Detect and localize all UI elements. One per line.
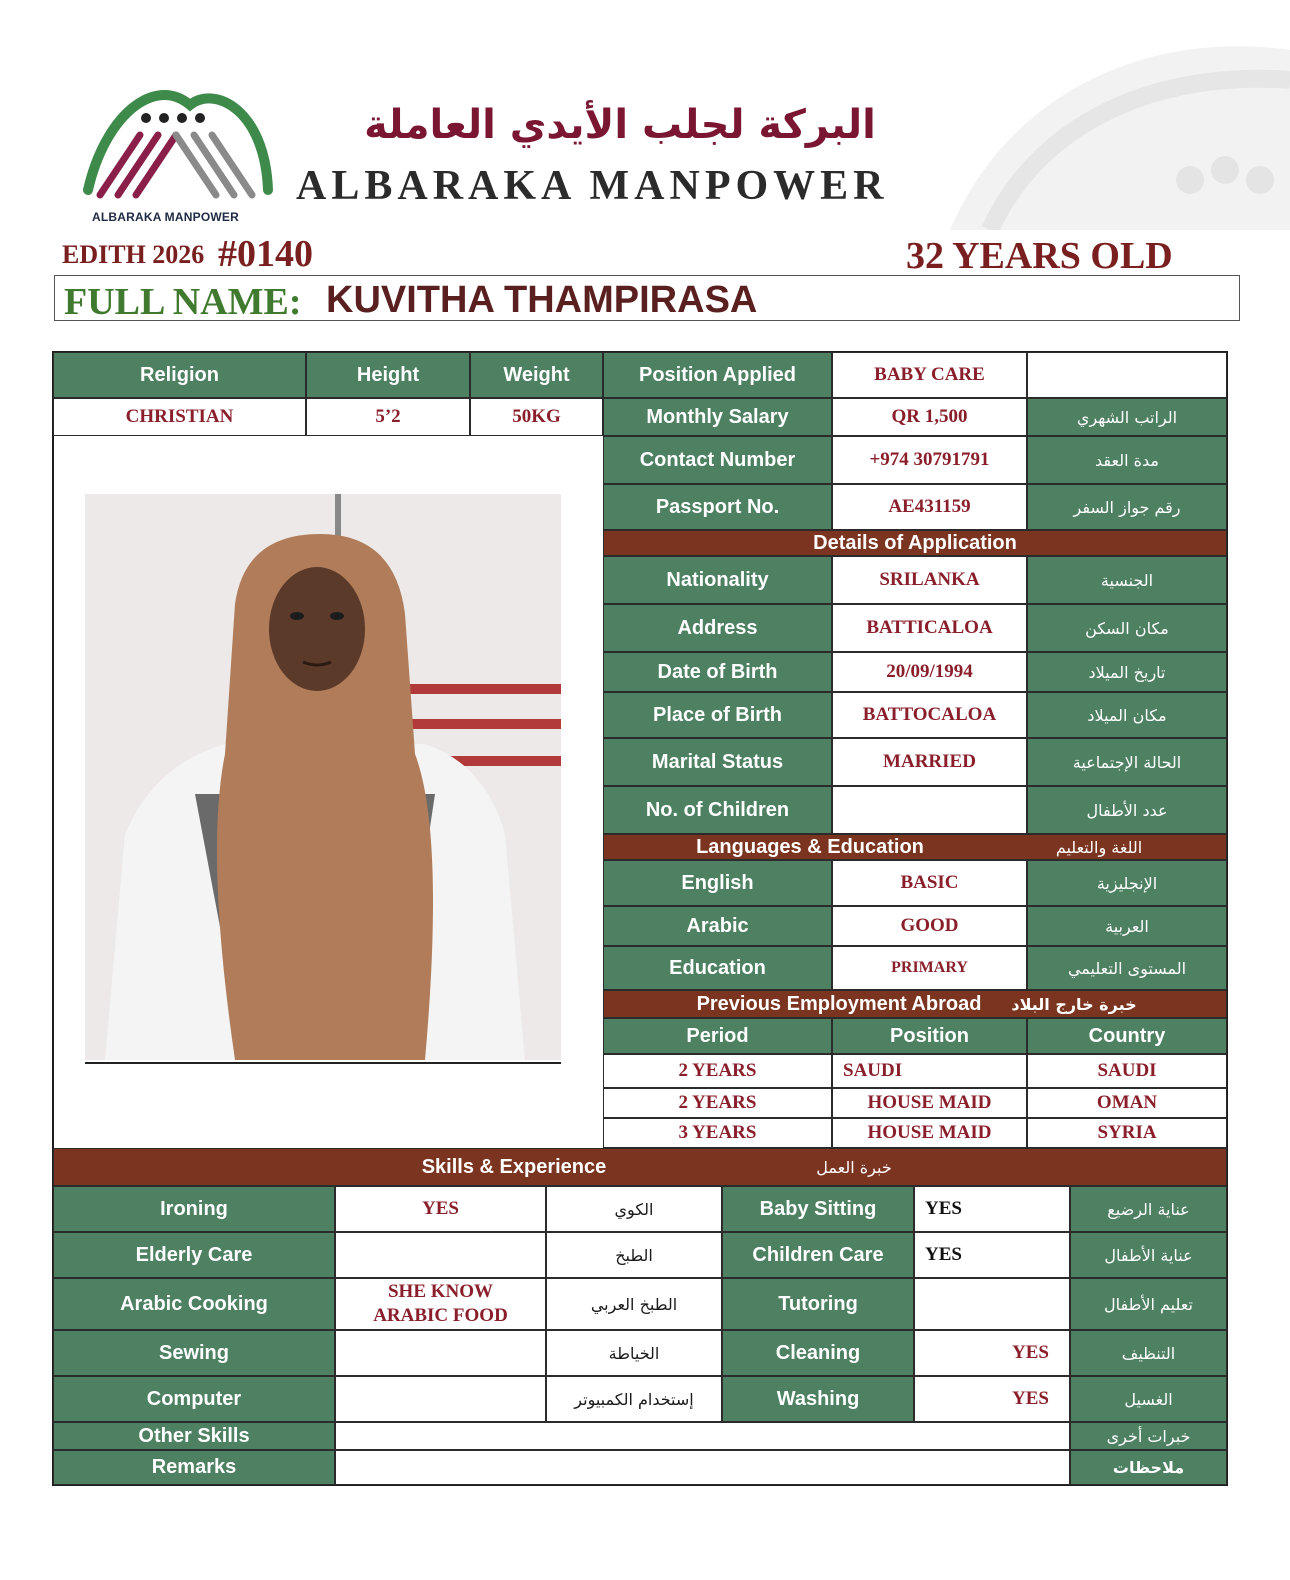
skill-elderly-care-arabic: الطبخ [546, 1232, 722, 1278]
other-skills-label: Other Skills [53, 1422, 335, 1450]
skill-baby-sitting-label: Baby Sitting [722, 1186, 914, 1232]
remarks-value [335, 1450, 1070, 1485]
skill-elderly-care-label: Elderly Care [53, 1232, 335, 1278]
marital-status-label: Marital Status [603, 738, 832, 786]
english-arabic: الإنجليزية [1027, 860, 1227, 906]
skill-tutoring-value [914, 1278, 1070, 1330]
dob-value: 20/09/1994 [832, 652, 1027, 692]
employment-position-1: SAUDI [832, 1054, 1027, 1088]
employment-period-2: 2 YEARS [603, 1088, 832, 1118]
languages-section-title: Languages & Education [696, 835, 924, 858]
address-label: Address [603, 604, 832, 652]
languages-section-title-arabic: اللغة والتعليم [1055, 837, 1143, 857]
skill-children-care-label: Children Care [722, 1232, 914, 1278]
nationality-arabic: الجنسية [1027, 556, 1227, 604]
skill-ironing-arabic: الكوي [546, 1186, 722, 1232]
skill-computer-label: Computer [53, 1376, 335, 1422]
arabic-value: GOOD [832, 906, 1027, 946]
contact-number-label: Contact Number [603, 436, 832, 484]
children-label: No. of Children [603, 786, 832, 834]
full-name-label: FULL NAME: [64, 281, 302, 323]
photo-underline [85, 1062, 561, 1064]
skill-ironing-value: YES [335, 1186, 546, 1232]
employment-position-3: HOUSE MAID [832, 1118, 1027, 1148]
education-value: PRIMARY [832, 946, 1027, 990]
skill-washing-arabic: الغسيل [1070, 1376, 1227, 1422]
monthly-salary-arabic: الراتب الشهري [1027, 398, 1227, 436]
remarks-label: Remarks [53, 1450, 335, 1485]
place-of-birth-label: Place of Birth [603, 692, 832, 738]
skill-washing-value: YES [914, 1376, 1070, 1422]
weight-value: 50KG [470, 398, 603, 436]
nationality-value: SRILANKA [832, 556, 1027, 604]
arabic-arabic: العربية [1027, 906, 1227, 946]
age-label: 32 YEARS OLD [906, 235, 1173, 277]
background-watermark [950, 30, 1290, 230]
skills-section-header [53, 1148, 1227, 1186]
skill-tutoring-arabic: تعليم الأطفال [1070, 1278, 1227, 1330]
height-header: Height [306, 352, 470, 398]
children-arabic: عدد الأطفال [1027, 786, 1227, 834]
position-applied-value: BABY CARE [832, 352, 1027, 398]
employment-section-title: Previous Employment Abroad [696, 992, 982, 1015]
skill-cleaning-label: Cleaning [722, 1330, 914, 1376]
dob-arabic: تاريخ الميلاد [1027, 652, 1227, 692]
position-applied-blank [1027, 352, 1227, 398]
company-name-english: ALBARAKA MANPOWER [296, 163, 889, 209]
skill-arabic-cooking-value: SHE KNOW ARABIC FOOD [335, 1278, 546, 1330]
skill-computer-value [335, 1376, 546, 1422]
skill-cleaning-arabic: التنظيف [1070, 1330, 1227, 1376]
skill-sewing-arabic: الخياطة [546, 1330, 722, 1376]
skill-arabic-cooking-arabic: الطبخ العربي [546, 1278, 722, 1330]
full-name-value: KUVITHA THAMPIRASA [326, 279, 758, 321]
nationality-label: Nationality [603, 556, 832, 604]
address-value: BATTICALOA [832, 604, 1027, 652]
skill-children-care-arabic: عناية الأطفال [1070, 1232, 1227, 1278]
passport-value: AE431159 [832, 484, 1027, 530]
skill-sewing-label: Sewing [53, 1330, 335, 1376]
employment-country-3: SYRIA [1027, 1118, 1227, 1148]
passport-arabic: رقم جواز السفر [1027, 484, 1227, 530]
skill-sewing-value [335, 1330, 546, 1376]
logo-caption: ALBARAKA MANPOWER [92, 210, 239, 224]
employment-period-3: 3 YEARS [603, 1118, 832, 1148]
marital-status-arabic: الحالة الإجتماعية [1027, 738, 1227, 786]
religion-header: Religion [53, 352, 306, 398]
monthly-salary-value: QR 1,500 [832, 398, 1027, 436]
skills-section-title: Skills & Experience [421, 1155, 607, 1178]
dob-label: Date of Birth [603, 652, 832, 692]
skill-elderly-care-value [335, 1232, 546, 1278]
reference-number: #0140 [218, 233, 313, 275]
other-skills-arabic: خبرات أخرى [1070, 1422, 1227, 1450]
employment-country-2: OMAN [1027, 1088, 1227, 1118]
skill-computer-arabic: إستخدام الكمبيوتر [546, 1376, 722, 1422]
candidate-photo [85, 494, 561, 1060]
contact-number-value: +974 30791791 [832, 436, 1027, 484]
employment-section-header [603, 990, 1227, 1018]
arabic-label: Arabic [603, 906, 832, 946]
english-value: BASIC [832, 860, 1027, 906]
employment-section-title-arabic: خبرة خارج البلاد [1011, 994, 1137, 1014]
company-name-arabic: البركة لجلب الأيدي العاملة [364, 102, 876, 148]
remarks-arabic: ملاحظات [1070, 1450, 1227, 1485]
skill-baby-sitting-value: YES [914, 1186, 1070, 1232]
details-section-header: Details of Application [603, 530, 1227, 556]
position-applied-label: Position Applied [603, 352, 832, 398]
skill-arabic-cooking-label: Arabic Cooking [53, 1278, 335, 1330]
skill-tutoring-label: Tutoring [722, 1278, 914, 1330]
religion-value: CHRISTIAN [53, 398, 306, 436]
weight-header: Weight [470, 352, 603, 398]
edition-label: EDITH 2026 [62, 240, 205, 269]
english-label: English [603, 860, 832, 906]
other-skills-value [335, 1422, 1070, 1450]
skill-washing-label: Washing [722, 1376, 914, 1422]
employment-position-2: HOUSE MAID [832, 1088, 1027, 1118]
skills-section-title-arabic: خبرة العمل [816, 1157, 892, 1177]
skill-baby-sitting-arabic: عناية الرضيع [1070, 1186, 1227, 1232]
children-value [832, 786, 1027, 834]
skill-cleaning-value: YES [914, 1330, 1070, 1376]
place-of-birth-value: BATTOCALOA [832, 692, 1027, 738]
employment-period-1: 2 YEARS [603, 1054, 832, 1088]
height-value: 5’2 [306, 398, 470, 436]
employment-country-1: SAUDI [1027, 1054, 1227, 1088]
place-of-birth-arabic: مكان الميلاد [1027, 692, 1227, 738]
skill-ironing-label: Ironing [53, 1186, 335, 1232]
company-logo [80, 75, 280, 225]
country-header: Country [1027, 1018, 1227, 1054]
languages-section-header [603, 834, 1227, 860]
marital-status-value: MARRIED [832, 738, 1027, 786]
monthly-salary-label: Monthly Salary [603, 398, 832, 436]
skill-children-care-value: YES [914, 1232, 1070, 1278]
contact-number-arabic: مدة العقد [1027, 436, 1227, 484]
passport-label: Passport No. [603, 484, 832, 530]
education-arabic: المستوى التعليمي [1027, 946, 1227, 990]
address-arabic: مكان السكن [1027, 604, 1227, 652]
position-header: Position [832, 1018, 1027, 1054]
education-label: Education [603, 946, 832, 990]
period-header: Period [603, 1018, 832, 1054]
